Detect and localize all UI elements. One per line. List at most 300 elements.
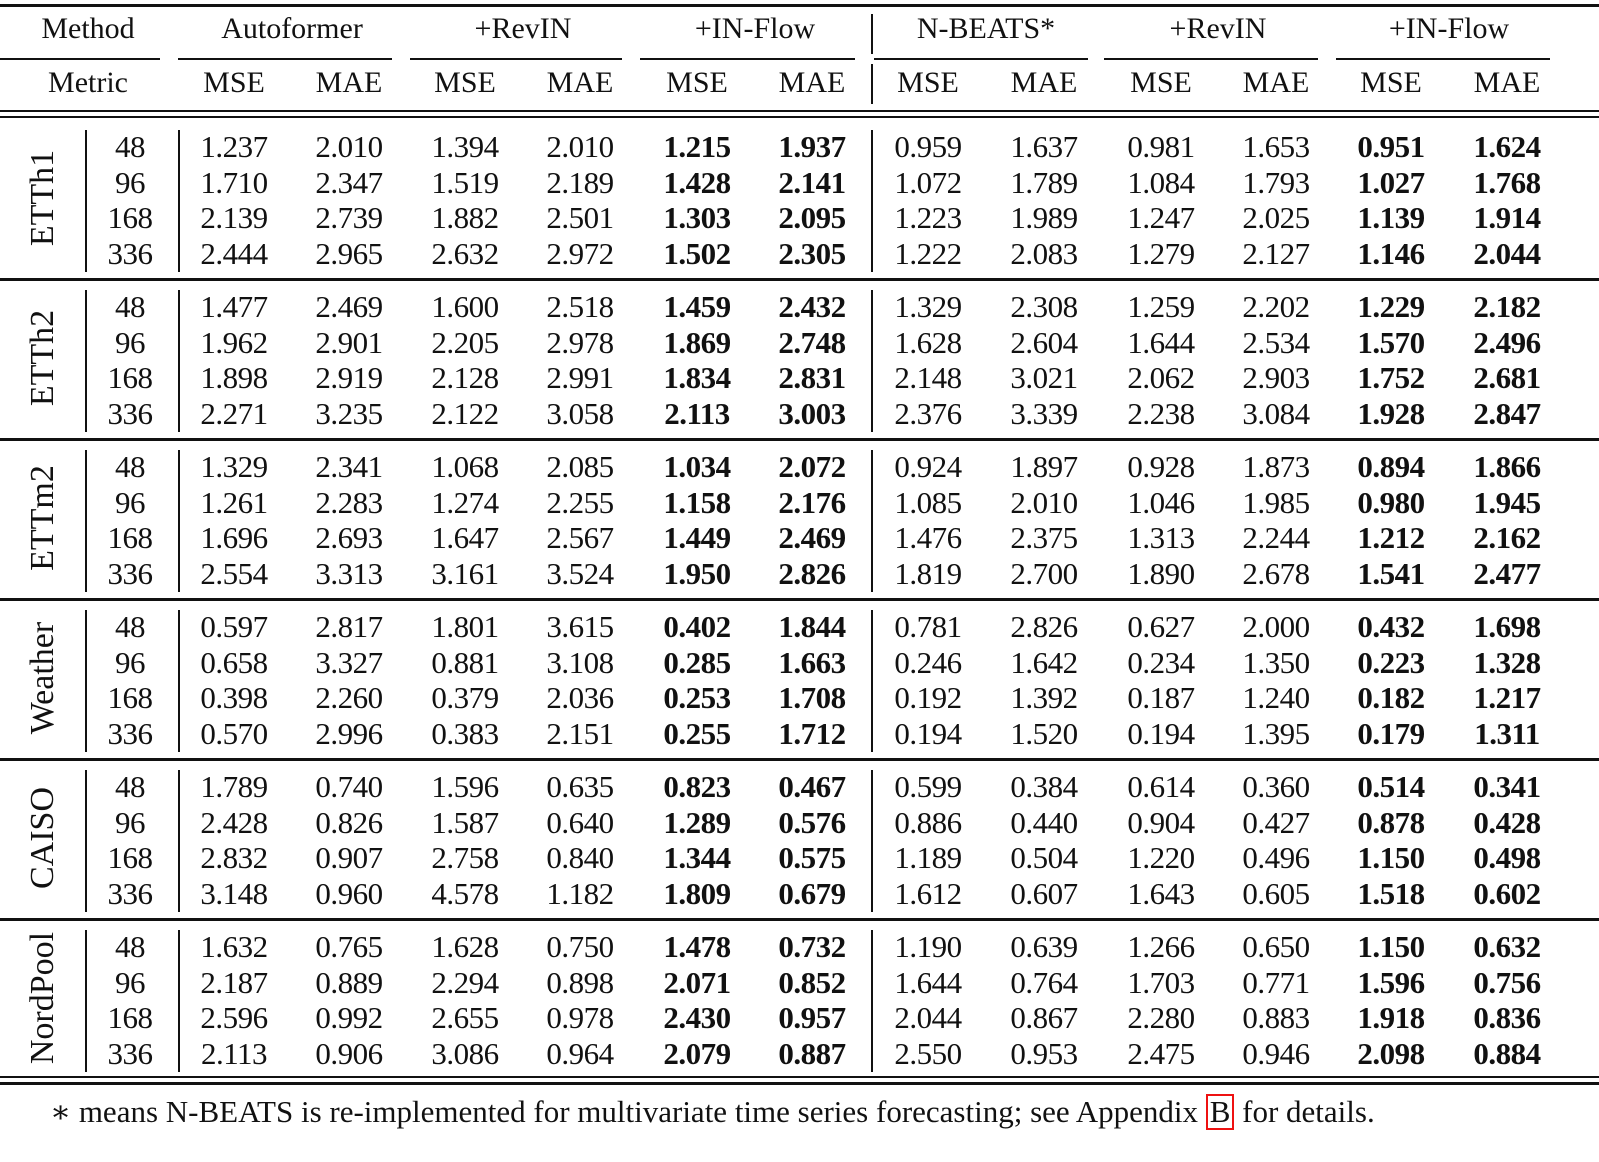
value-cell: 2.141 (778, 164, 846, 200)
horizon-cell: 336 (107, 395, 153, 431)
value-cell: 1.703 (1127, 964, 1195, 1000)
value-cell: 1.344 (663, 840, 731, 875)
value-cell: 1.696 (200, 520, 268, 555)
value-cell: 2.113 (664, 395, 730, 431)
value-cell: 0.398 (200, 680, 268, 715)
metric-separator (871, 64, 873, 104)
value-cell: 2.444 (200, 235, 268, 271)
value-cell: 0.823 (663, 769, 731, 804)
value-cell: 3.084 (1242, 395, 1310, 431)
horizon-cell: 48 (115, 289, 145, 324)
value-cell: 1.596 (1357, 964, 1425, 1000)
value-cell: 2.475 (1127, 1035, 1195, 1071)
value-cell: 2.477 (1473, 555, 1541, 591)
value-cell: 0.904 (1127, 804, 1195, 840)
value-cell: 1.428 (663, 164, 731, 200)
value-cell: 1.289 (663, 804, 731, 840)
group-header: +IN-Flow (694, 12, 816, 45)
value-cell: 2.550 (894, 1035, 962, 1071)
value-cell: 2.817 (315, 609, 383, 644)
dataset-label: Weather (24, 621, 61, 735)
value-cell: 2.567 (546, 520, 614, 555)
value-cell: 1.240 (1242, 680, 1310, 715)
value-cell: 1.459 (663, 289, 731, 324)
value-cell: 2.044 (894, 1000, 962, 1035)
group-underline (410, 58, 622, 60)
value-cell: 2.244 (1242, 520, 1310, 555)
value-cell: 1.215 (663, 129, 731, 164)
metric-header-mse: MSE (1360, 66, 1422, 99)
value-cell: 0.427 (1242, 804, 1310, 840)
value-cell: 2.847 (1473, 395, 1541, 431)
value-cell: 2.681 (1473, 360, 1541, 395)
value-cell: 2.534 (1242, 324, 1310, 360)
value-cell: 0.867 (1010, 1000, 1078, 1035)
value-cell: 0.432 (1357, 609, 1425, 644)
value-cell: 0.440 (1010, 804, 1078, 840)
horizon-cell: 96 (115, 644, 145, 680)
value-cell: 1.392 (1010, 680, 1078, 715)
value-cell: 2.748 (778, 324, 846, 360)
value-cell: 1.663 (778, 644, 846, 680)
value-cell: 2.632 (431, 235, 499, 271)
header-separator (871, 14, 873, 54)
value-cell: 2.238 (1127, 395, 1195, 431)
dataset-label: ETTh2 (24, 309, 61, 407)
value-cell: 1.809 (663, 875, 731, 911)
value-cell: 0.906 (315, 1035, 383, 1071)
value-cell: 2.139 (200, 200, 268, 235)
metric-header-mae: MAE (315, 66, 383, 99)
value-cell: 1.914 (1473, 200, 1541, 235)
value-cell: 3.327 (315, 644, 383, 680)
value-cell: 3.108 (546, 644, 614, 680)
value-cell: 0.223 (1357, 644, 1425, 680)
value-cell: 1.708 (778, 680, 846, 715)
value-cell: 0.194 (894, 715, 962, 751)
header-rule-2 (0, 116, 1599, 118)
value-cell: 2.025 (1242, 200, 1310, 235)
value-cell: 1.217 (1473, 680, 1541, 715)
value-cell: 0.384 (1010, 769, 1078, 804)
value-cell: 2.991 (546, 360, 614, 395)
value-cell: 2.518 (546, 289, 614, 324)
horizon-cell: 48 (115, 129, 145, 164)
value-cell: 0.732 (778, 929, 846, 964)
value-cell: 0.883 (1242, 1000, 1310, 1035)
value-cell: 0.360 (1242, 769, 1310, 804)
value-cell: 0.285 (663, 644, 731, 680)
metric-header-mae: MAE (1010, 66, 1078, 99)
value-cell: 1.046 (1127, 484, 1195, 520)
value-cell: 1.350 (1242, 644, 1310, 680)
value-cell: 1.139 (1357, 200, 1425, 235)
value-cell: 1.085 (894, 484, 962, 520)
value-cell: 1.712 (778, 715, 846, 751)
value-cell: 0.836 (1473, 1000, 1541, 1035)
value-cell: 0.750 (546, 929, 614, 964)
value-cell: 0.981 (1127, 129, 1195, 164)
value-cell: 2.113 (200, 1035, 268, 1071)
horizon-cell: 96 (115, 964, 145, 1000)
footnote-suffix: for details. (1234, 1094, 1375, 1129)
value-cell: 1.449 (663, 520, 731, 555)
value-cell: 1.985 (1242, 484, 1310, 520)
value-cell: 1.222 (894, 235, 962, 271)
horizon-cell: 96 (115, 804, 145, 840)
value-cell: 3.148 (200, 875, 268, 911)
value-cell: 0.878 (1357, 804, 1425, 840)
value-cell: 2.972 (546, 235, 614, 271)
value-cell: 0.194 (1127, 715, 1195, 751)
value-cell: 2.965 (315, 235, 383, 271)
value-cell: 0.514 (1357, 769, 1425, 804)
dataset-separator-rule (0, 598, 1599, 601)
dataset-label: CAISO (24, 786, 61, 890)
value-cell: 1.801 (431, 609, 499, 644)
value-cell: 2.071 (663, 964, 731, 1000)
value-cell: 0.658 (200, 644, 268, 680)
value-cell: 0.924 (894, 449, 962, 484)
value-cell: 0.253 (663, 680, 731, 715)
value-cell: 0.907 (315, 840, 383, 875)
value-cell: 2.554 (200, 555, 268, 591)
value-cell: 2.255 (546, 484, 614, 520)
group-underline (874, 58, 1088, 60)
group-header: +RevIN (474, 12, 572, 45)
value-cell: 0.379 (431, 680, 499, 715)
value-cell: 1.394 (431, 129, 499, 164)
group-underline (640, 58, 855, 60)
value-cell: 1.220 (1127, 840, 1195, 875)
value-cell: 2.469 (778, 520, 846, 555)
value-cell: 2.826 (778, 555, 846, 591)
value-cell: 0.781 (894, 609, 962, 644)
value-cell: 1.819 (894, 555, 962, 591)
value-cell: 2.655 (431, 1000, 499, 1035)
value-cell: 1.653 (1242, 129, 1310, 164)
value-cell: 0.498 (1473, 840, 1541, 875)
horizon-cell: 168 (107, 520, 153, 555)
value-cell: 2.072 (778, 449, 846, 484)
value-cell: 0.179 (1357, 715, 1425, 751)
horizon-cell: 96 (115, 484, 145, 520)
value-cell: 2.151 (546, 715, 614, 751)
value-cell: 2.375 (1010, 520, 1078, 555)
bottom-rule-2 (0, 1082, 1599, 1085)
column-separator (85, 130, 87, 272)
value-cell: 1.962 (200, 324, 268, 360)
value-cell: 2.501 (546, 200, 614, 235)
value-cell: 2.182 (1473, 289, 1541, 324)
value-cell: 2.758 (431, 840, 499, 875)
value-cell: 0.928 (1127, 449, 1195, 484)
value-cell: 2.095 (778, 200, 846, 235)
value-cell: 0.341 (1473, 769, 1541, 804)
value-cell: 0.881 (431, 644, 499, 680)
value-cell: 2.000 (1242, 609, 1310, 644)
group-underline (1336, 58, 1550, 60)
value-cell: 1.918 (1357, 1000, 1425, 1035)
value-cell: 2.079 (663, 1035, 731, 1071)
metric-header-mae: MAE (1242, 66, 1310, 99)
value-cell: 2.430 (663, 1000, 731, 1035)
value-cell: 2.122 (431, 395, 499, 431)
value-cell: 2.010 (546, 129, 614, 164)
group-header: N-BEATS* (916, 12, 1056, 45)
value-cell: 1.150 (1357, 929, 1425, 964)
value-cell: 2.189 (546, 164, 614, 200)
group-underline (178, 58, 392, 60)
value-cell: 2.271 (200, 395, 268, 431)
value-cell: 1.274 (431, 484, 499, 520)
value-cell: 1.520 (1010, 715, 1078, 751)
value-cell: 1.259 (1127, 289, 1195, 324)
value-cell: 2.280 (1127, 1000, 1195, 1035)
value-cell: 1.329 (200, 449, 268, 484)
footnote (50, 1094, 1375, 1130)
value-cell: 3.086 (431, 1035, 499, 1071)
value-cell: 0.627 (1127, 609, 1195, 644)
value-cell: 1.182 (546, 875, 614, 911)
horizon-cell: 336 (107, 1035, 153, 1071)
value-cell: 1.477 (200, 289, 268, 324)
value-cell: 1.279 (1127, 235, 1195, 271)
horizon-cell: 168 (107, 200, 153, 235)
value-cell: 2.376 (894, 395, 962, 431)
dataset-separator-rule (0, 438, 1599, 441)
value-cell: 0.467 (778, 769, 846, 804)
value-cell: 3.021 (1010, 360, 1078, 395)
value-cell: 0.614 (1127, 769, 1195, 804)
value-cell: 2.831 (778, 360, 846, 395)
value-cell: 1.476 (894, 520, 962, 555)
value-cell: 1.890 (1127, 555, 1195, 591)
value-cell: 0.679 (778, 875, 846, 911)
value-cell: 1.789 (200, 769, 268, 804)
value-cell: 2.162 (1473, 520, 1541, 555)
value-cell: 1.395 (1242, 715, 1310, 751)
value-cell: 0.632 (1473, 929, 1541, 964)
value-cell: 0.187 (1127, 680, 1195, 715)
value-cell: 0.884 (1473, 1035, 1541, 1071)
value-cell: 0.978 (546, 1000, 614, 1035)
value-cell: 0.852 (778, 964, 846, 1000)
value-cell: 1.068 (431, 449, 499, 484)
value-cell: 0.826 (315, 804, 383, 840)
value-cell: 0.886 (894, 804, 962, 840)
metric-header-mae: MAE (1473, 66, 1541, 99)
value-cell: 0.953 (1010, 1035, 1078, 1071)
value-cell: 1.612 (894, 875, 962, 911)
value-cell: 2.604 (1010, 324, 1078, 360)
value-cell: 1.647 (431, 520, 499, 555)
value-cell: 0.764 (1010, 964, 1078, 1000)
value-cell: 2.148 (894, 360, 962, 395)
value-cell: 0.960 (315, 875, 383, 911)
value-cell: 1.596 (431, 769, 499, 804)
value-cell: 3.524 (546, 555, 614, 591)
value-cell: 1.628 (894, 324, 962, 360)
metric-header-mse: MSE (1130, 66, 1192, 99)
metric-header-mse: MSE (434, 66, 496, 99)
value-cell: 2.739 (315, 200, 383, 235)
value-cell: 2.693 (315, 520, 383, 555)
value-cell: 0.894 (1357, 449, 1425, 484)
value-cell: 2.428 (200, 804, 268, 840)
value-cell: 0.639 (1010, 929, 1078, 964)
value-cell: 2.202 (1242, 289, 1310, 324)
metric-header-mae: MAE (546, 66, 614, 99)
metric-header-mse: MSE (897, 66, 959, 99)
value-cell: 2.187 (200, 964, 268, 1000)
value-cell: 3.235 (315, 395, 383, 431)
group-header: Autoformer (221, 12, 363, 45)
value-cell: 1.190 (894, 929, 962, 964)
value-cell: 1.146 (1357, 235, 1425, 271)
value-cell: 2.205 (431, 324, 499, 360)
value-cell: 0.192 (894, 680, 962, 715)
value-cell: 0.575 (778, 840, 846, 875)
value-cell: 1.866 (1473, 449, 1541, 484)
value-cell: 2.260 (315, 680, 383, 715)
value-cell: 1.518 (1357, 875, 1425, 911)
group-underline (1104, 58, 1318, 60)
value-cell: 1.873 (1242, 449, 1310, 484)
value-cell: 2.294 (431, 964, 499, 1000)
value-cell: 1.642 (1010, 644, 1078, 680)
group-header: +IN-Flow (1388, 12, 1510, 45)
value-cell: 1.570 (1357, 324, 1425, 360)
bottom-rule-1 (0, 1076, 1599, 1078)
value-cell: 0.246 (894, 644, 962, 680)
value-cell: 1.752 (1357, 360, 1425, 395)
value-cell: 1.632 (200, 929, 268, 964)
value-cell: 0.964 (546, 1035, 614, 1071)
value-cell: 1.478 (663, 929, 731, 964)
value-cell: 1.710 (200, 164, 268, 200)
value-cell: 0.889 (315, 964, 383, 1000)
value-cell: 2.044 (1473, 235, 1541, 271)
value-cell: 0.640 (546, 804, 614, 840)
value-cell: 2.305 (778, 235, 846, 271)
value-cell: 2.826 (1010, 609, 1078, 644)
value-cell: 1.644 (894, 964, 962, 1000)
value-cell: 4.578 (431, 875, 499, 911)
value-cell: 1.869 (663, 324, 731, 360)
method-underline (0, 58, 160, 60)
value-cell: 1.237 (200, 129, 268, 164)
value-cell: 0.402 (663, 609, 731, 644)
value-cell: 0.597 (200, 609, 268, 644)
value-cell: 1.637 (1010, 129, 1078, 164)
horizon-cell: 168 (107, 840, 153, 875)
value-cell: 3.161 (431, 555, 499, 591)
value-cell: 0.771 (1242, 964, 1310, 1000)
value-cell: 1.600 (431, 289, 499, 324)
appendix-reference-link[interactable]: B (1206, 1094, 1235, 1130)
value-cell: 3.003 (778, 395, 846, 431)
value-cell: 0.602 (1473, 875, 1541, 911)
value-cell: 3.615 (546, 609, 614, 644)
value-cell: 0.959 (894, 129, 962, 164)
metric-header: Metric (48, 66, 128, 99)
value-cell: 1.519 (431, 164, 499, 200)
value-cell: 0.957 (778, 1000, 846, 1035)
value-cell: 2.127 (1242, 235, 1310, 271)
value-cell: 1.247 (1127, 200, 1195, 235)
metric-header-mae: MAE (778, 66, 846, 99)
value-cell: 0.570 (200, 715, 268, 751)
value-cell: 1.928 (1357, 395, 1425, 431)
value-cell: 0.740 (315, 769, 383, 804)
value-cell: 2.903 (1242, 360, 1310, 395)
value-cell: 0.428 (1473, 804, 1541, 840)
column-separator (85, 290, 87, 432)
value-cell: 3.313 (315, 555, 383, 591)
value-cell: 0.576 (778, 804, 846, 840)
value-cell: 1.072 (894, 164, 962, 200)
value-cell: 1.311 (1474, 715, 1540, 751)
value-cell: 1.882 (431, 200, 499, 235)
value-cell: 2.347 (315, 164, 383, 200)
horizon-cell: 96 (115, 164, 145, 200)
value-cell: 1.834 (663, 360, 731, 395)
value-cell: 0.635 (546, 769, 614, 804)
metric-header-mse: MSE (666, 66, 728, 99)
value-cell: 1.897 (1010, 449, 1078, 484)
value-cell: 2.098 (1357, 1035, 1425, 1071)
value-cell: 1.229 (1357, 289, 1425, 324)
value-cell: 0.605 (1242, 875, 1310, 911)
value-cell: 1.898 (200, 360, 268, 395)
horizon-cell: 48 (115, 929, 145, 964)
value-cell: 2.469 (315, 289, 383, 324)
value-cell: 2.978 (546, 324, 614, 360)
value-cell: 0.887 (778, 1035, 846, 1071)
horizon-cell: 336 (107, 235, 153, 271)
dataset-separator-rule (0, 278, 1599, 281)
value-cell: 1.698 (1473, 609, 1541, 644)
horizon-cell: 336 (107, 715, 153, 751)
value-cell: 1.212 (1357, 520, 1425, 555)
dataset-separator-rule (0, 758, 1599, 761)
value-cell: 2.341 (315, 449, 383, 484)
value-cell: 1.329 (894, 289, 962, 324)
value-cell: 1.541 (1357, 555, 1425, 591)
value-cell: 1.261 (200, 484, 268, 520)
value-cell: 2.283 (315, 484, 383, 520)
value-cell: 0.980 (1357, 484, 1425, 520)
value-cell: 3.339 (1010, 395, 1078, 431)
value-cell: 1.628 (431, 929, 499, 964)
value-cell: 1.328 (1473, 644, 1541, 680)
value-cell: 1.223 (894, 200, 962, 235)
value-cell: 1.150 (1357, 840, 1425, 875)
horizon-cell: 168 (107, 680, 153, 715)
value-cell: 1.989 (1010, 200, 1078, 235)
value-cell: 0.255 (663, 715, 731, 751)
value-cell: 1.027 (1357, 164, 1425, 200)
value-cell: 1.158 (663, 484, 731, 520)
horizon-cell: 168 (107, 1000, 153, 1035)
value-cell: 1.643 (1127, 875, 1195, 911)
value-cell: 1.084 (1127, 164, 1195, 200)
value-cell: 2.176 (778, 484, 846, 520)
horizon-cell: 336 (107, 555, 153, 591)
horizon-cell: 168 (107, 360, 153, 395)
value-cell: 1.768 (1473, 164, 1541, 200)
